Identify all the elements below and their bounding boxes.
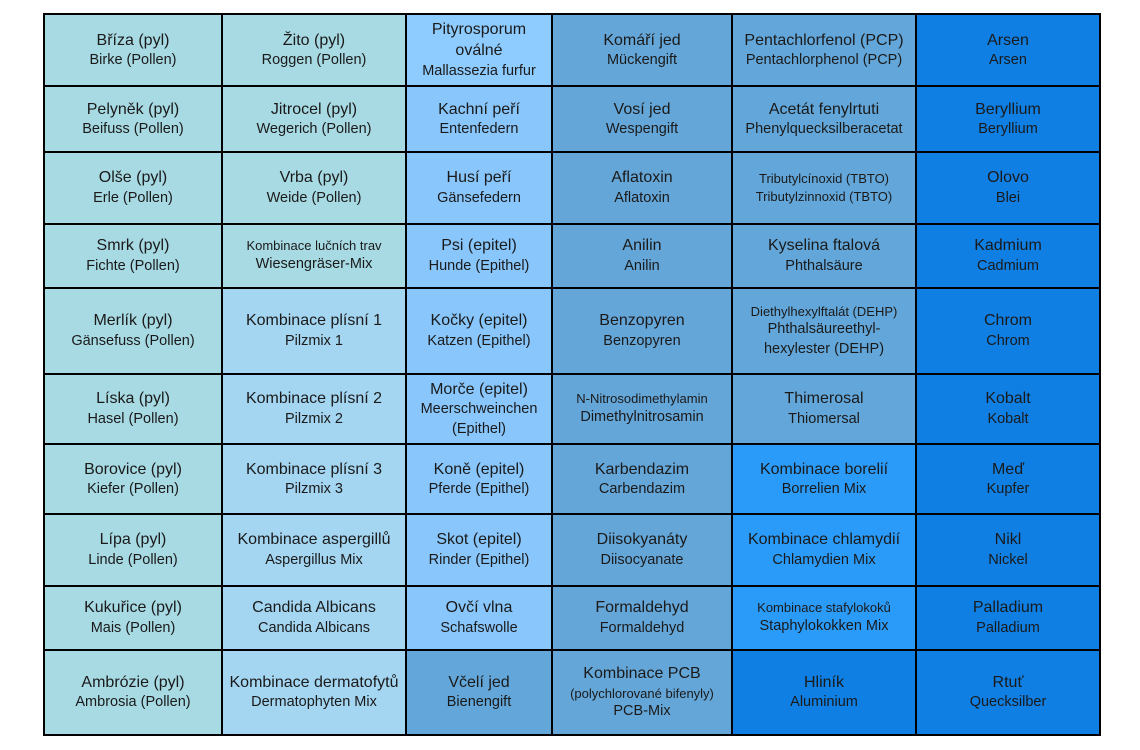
table-cell: Kombinace PCB (polychlorované bifenyly) PCB-Mix	[552, 650, 732, 735]
table-cell: Vosí jed Wespengift	[552, 86, 732, 152]
table-cell: Skot (epitel) Rinder (Epithel)	[406, 514, 552, 585]
table-cell: Koně (epitel) Pferde (Epithel)	[406, 444, 552, 514]
table-cell: Merlík (pyl) Gänsefuss (Pollen)	[44, 288, 222, 374]
table-cell: Kadmium Cadmium	[916, 224, 1100, 288]
table-cell: Chrom Chrom	[916, 288, 1100, 374]
table-cell: Ovčí vlna Schafswolle	[406, 586, 552, 650]
table-cell: Nikl Nickel	[916, 514, 1100, 585]
table-cell: Lípa (pyl) Linde (Pollen)	[44, 514, 222, 585]
table-cell: Kombinace plísní 1 Pilzmix 1	[222, 288, 406, 374]
table-cell: Acetát fenylrtuti Phenylquecksilberacetat	[732, 86, 916, 152]
table-cell: Aflatoxin Aflatoxin	[552, 152, 732, 223]
table-cell: Arsen Arsen	[916, 14, 1100, 86]
table-cell: Benzopyren Benzopyren	[552, 288, 732, 374]
allergen-grid	[43, 13, 1101, 736]
table-cell: Candida Albicans Candida Albicans	[222, 586, 406, 650]
table-cell: Kombinace stafylokoků Staphylokokken Mix	[732, 586, 916, 650]
table-cell: Formaldehyd Formaldehyd	[552, 586, 732, 650]
table-row	[44, 86, 1100, 152]
table-cell: Kombinace plísní 3 Pilzmix 3	[222, 444, 406, 514]
table-cell: Olovo Blei	[916, 152, 1100, 223]
table-cell: Anilin Anilin	[552, 224, 732, 288]
table-row	[44, 586, 1100, 650]
table-cell: Diisokyanáty Diisocyanate	[552, 514, 732, 585]
table-cell: Ambrózie (pyl) Ambrosia (Pollen)	[44, 650, 222, 735]
table-row	[44, 514, 1100, 585]
table-cell: N-Nitrosodimethylamin Dimethylnitrosamin	[552, 374, 732, 444]
table-cell: Pelyněk (pyl) Beifuss (Pollen)	[44, 86, 222, 152]
table-cell: Tributylcínoxid (TBTO) Tributylzinnoxid (TBTO)	[732, 152, 916, 223]
table-cell: Smrk (pyl) Fichte (Pollen)	[44, 224, 222, 288]
table-row	[44, 374, 1100, 444]
table-cell: Bříza (pyl) Birke (Pollen)	[44, 14, 222, 86]
table-cell: Karbendazim Carbendazim	[552, 444, 732, 514]
table-row	[44, 224, 1100, 288]
table-cell: Vrba (pyl) Weide (Pollen)	[222, 152, 406, 223]
table-cell: Komáří jed Mückengift	[552, 14, 732, 86]
table-cell: Pityrosporum oválné Mallassezia furfur	[406, 14, 552, 86]
table-row	[44, 650, 1100, 735]
table-cell: Diethylhexylftalát (DEHP) Phthalsäureethyl-hexylester (DEHP)	[732, 288, 916, 374]
table-cell: Kachní peří Entenfedern	[406, 86, 552, 152]
table-cell: Kobalt Kobalt	[916, 374, 1100, 444]
table-row	[44, 288, 1100, 374]
table-cell: Beryllium Beryllium	[916, 86, 1100, 152]
table-cell: Kočky (epitel) Katzen (Epithel)	[406, 288, 552, 374]
table-cell: Jitrocel (pyl) Wegerich (Pollen)	[222, 86, 406, 152]
table-cell: Kombinace lučních trav Wiesengräser-Mix	[222, 224, 406, 288]
table-cell: Olše (pyl) Erle (Pollen)	[44, 152, 222, 223]
table-cell: Husí peří Gänsefedern	[406, 152, 552, 223]
table-cell: Thimerosal Thiomersal	[732, 374, 916, 444]
table-cell: Kombinace plísní 2 Pilzmix 2	[222, 374, 406, 444]
table-cell: Rtuť Quecksilber	[916, 650, 1100, 735]
table-cell: Borovice (pyl) Kiefer (Pollen)	[44, 444, 222, 514]
table-cell: Kombinace chlamydií Chlamydien Mix	[732, 514, 916, 585]
table-cell: Včelí jed Bienengift	[406, 650, 552, 735]
table-cell: Palladium Palladium	[916, 586, 1100, 650]
table-cell: Kukuřice (pyl) Mais (Pollen)	[44, 586, 222, 650]
table-cell: Líska (pyl) Hasel (Pollen)	[44, 374, 222, 444]
table-row	[44, 444, 1100, 514]
table-cell: Hliník Aluminium	[732, 650, 916, 735]
table-row	[44, 14, 1100, 86]
table-cell: Psi (epitel) Hunde (Epithel)	[406, 224, 552, 288]
table-row	[44, 152, 1100, 223]
table-cell: Pentachlorfenol (PCP) Pentachlorphenol (PCP)	[732, 14, 916, 86]
table-cell: Kombinace dermatofytů Dermatophyten Mix	[222, 650, 406, 735]
table-cell: Kyselina ftalová Phthalsäure	[732, 224, 916, 288]
table-cell: Kombinace aspergillů Aspergillus Mix	[222, 514, 406, 585]
table-cell: Žito (pyl) Roggen (Pollen)	[222, 14, 406, 86]
table-cell: Meď Kupfer	[916, 444, 1100, 514]
table-cell: Morče (epitel) Meerschweinchen (Epithel)	[406, 374, 552, 444]
table-cell: Kombinace borelií Borrelien Mix	[732, 444, 916, 514]
